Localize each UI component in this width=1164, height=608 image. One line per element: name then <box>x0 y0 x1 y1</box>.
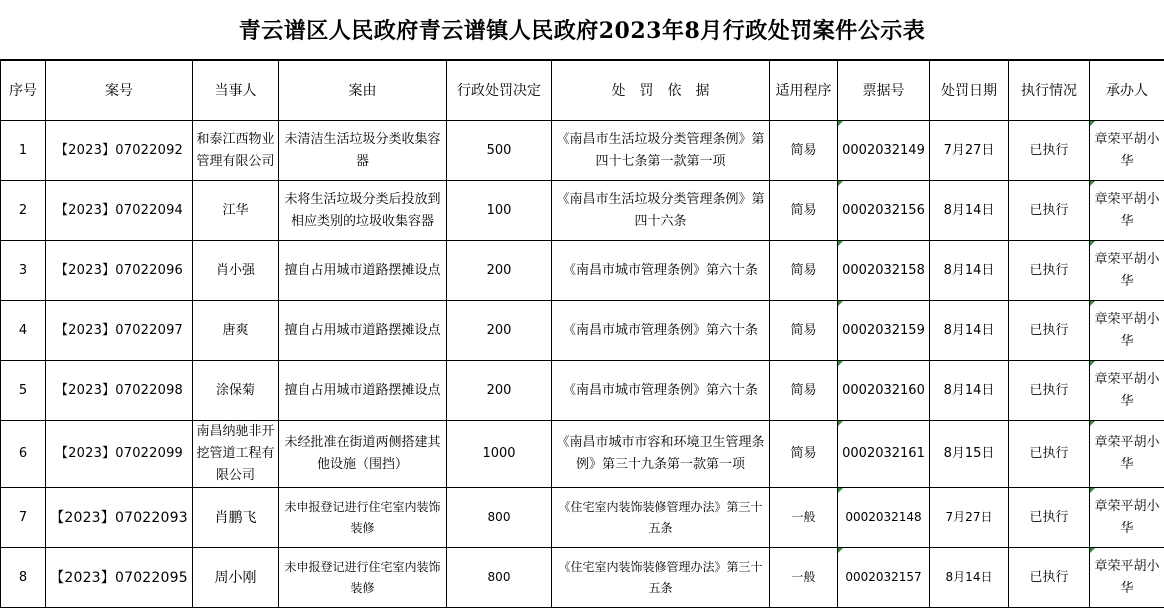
cell-no: 1 <box>1 121 46 181</box>
cell-basis: 《南昌市城市市容和环境卫生管理条例》第三十九条第一款第一项 <box>552 421 770 488</box>
cell-party: 涂保菊 <box>193 361 279 421</box>
header-party: 当事人 <box>193 61 279 121</box>
cell-receipt: 0002032156 <box>838 181 930 241</box>
table-row <box>1 241 1164 301</box>
cell-cause: 未经批准在街道两侧搭建其他设施（围挡） <box>279 421 447 488</box>
cell-date: 8月15日 <box>930 421 1009 488</box>
table-row <box>1 361 1164 421</box>
cell-cause: 擅自占用城市道路摆摊设点 <box>279 301 447 361</box>
cell-date: 8月14日 <box>930 181 1009 241</box>
cell-case: 【2023】07022099 <box>46 421 193 488</box>
header-receipt: 票据号 <box>838 61 930 121</box>
cell-basis: 《南昌市城市管理条例》第六十条 <box>552 301 770 361</box>
cell-handler: 章荣平胡小华 <box>1090 421 1164 488</box>
table-row <box>1 488 1164 548</box>
cell-no: 6 <box>1 421 46 488</box>
cell-procedure: 简易 <box>770 361 838 421</box>
cell-basis: 《南昌市生活垃圾分类管理条例》第四十六条 <box>552 181 770 241</box>
cell-cause: 未将生活垃圾分类后投放到相应类别的垃圾收集容器 <box>279 181 447 241</box>
cell-case: 【2023】07022098 <box>46 361 193 421</box>
cell-penalty: 800 <box>447 548 552 608</box>
header-case: 案号 <box>46 61 193 121</box>
cell-procedure: 简易 <box>770 421 838 488</box>
cell-case: 【2023】07022093 <box>46 488 193 548</box>
cell-procedure: 一般 <box>770 488 838 548</box>
cell-penalty: 200 <box>447 241 552 301</box>
cell-handler: 章荣平胡小华 <box>1090 488 1164 548</box>
page-title: 青云谱区人民政府青云谱镇人民政府2023年8月行政处罚案件公示表 <box>0 0 1164 60</box>
cell-date: 8月14日 <box>930 548 1009 608</box>
cell-date: 7月27日 <box>930 121 1009 181</box>
cell-party: 肖鹏飞 <box>193 488 279 548</box>
cell-no: 5 <box>1 361 46 421</box>
cell-cause: 擅自占用城市道路摆摊设点 <box>279 361 447 421</box>
cell-no: 3 <box>1 241 46 301</box>
cell-date: 7月27日 <box>930 488 1009 548</box>
cell-handler: 章荣平胡小华 <box>1090 241 1164 301</box>
cell-procedure: 简易 <box>770 121 838 181</box>
cell-basis: 《南昌市城市管理条例》第六十条 <box>552 361 770 421</box>
cell-penalty: 100 <box>447 181 552 241</box>
cell-status: 已执行 <box>1009 488 1090 548</box>
table-row <box>1 181 1164 241</box>
cell-no: 7 <box>1 488 46 548</box>
cell-receipt: 0002032148 <box>838 488 930 548</box>
cell-penalty: 800 <box>447 488 552 548</box>
header-basis: 处 罚 依 据 <box>552 61 770 121</box>
cell-party: 周小刚 <box>193 548 279 608</box>
cell-basis: 《南昌市城市管理条例》第六十条 <box>552 241 770 301</box>
cell-party-text: 和泰江西物业管理有限公司 <box>196 129 275 173</box>
cell-basis: 《住宅室内装饰装修管理办法》第三十五条 <box>552 548 770 608</box>
table-row <box>1 548 1164 608</box>
cell-party <box>193 421 279 488</box>
cell-penalty: 1000 <box>447 421 552 488</box>
cell-no: 8 <box>1 548 46 608</box>
cell-receipt: 0002032158 <box>838 241 930 301</box>
cell-handler: 章荣平胡小华 <box>1090 361 1164 421</box>
cell-receipt: 0002032159 <box>838 301 930 361</box>
cell-party <box>193 121 279 181</box>
cell-party: 唐爽 <box>193 301 279 361</box>
cell-no: 4 <box>1 301 46 361</box>
cell-receipt: 0002032161 <box>838 421 930 488</box>
cell-cause: 未申报登记进行住宅室内装饰装修 <box>279 548 447 608</box>
table-row <box>1 121 1164 181</box>
cell-date: 8月14日 <box>930 301 1009 361</box>
penalty-table <box>0 60 1164 608</box>
cell-no: 2 <box>1 181 46 241</box>
header-status: 执行情况 <box>1009 61 1090 121</box>
cell-status: 已执行 <box>1009 181 1090 241</box>
cell-cause: 未清洁生活垃圾分类收集容器 <box>279 121 447 181</box>
cell-status: 已执行 <box>1009 121 1090 181</box>
table-row <box>1 301 1164 361</box>
cell-procedure: 简易 <box>770 301 838 361</box>
cell-case: 【2023】07022097 <box>46 301 193 361</box>
cell-procedure: 一般 <box>770 548 838 608</box>
header-handler: 承办人 <box>1090 61 1164 121</box>
cell-status: 已执行 <box>1009 301 1090 361</box>
header-procedure: 适用程序 <box>770 61 838 121</box>
header-no: 序号 <box>1 61 46 121</box>
cell-basis: 《住宅室内装饰装修管理办法》第三十五条 <box>552 488 770 548</box>
header-row <box>1 61 1164 121</box>
cell-cause: 未申报登记进行住宅室内装饰装修 <box>279 488 447 548</box>
cell-receipt: 0002032160 <box>838 361 930 421</box>
cell-party-text: 南昌纳驰非开挖管道工程有限公司 <box>196 421 275 487</box>
cell-penalty: 200 <box>447 361 552 421</box>
cell-status: 已执行 <box>1009 548 1090 608</box>
cell-procedure: 简易 <box>770 181 838 241</box>
cell-penalty: 500 <box>447 121 552 181</box>
header-date: 处罚日期 <box>930 61 1009 121</box>
cell-receipt: 0002032149 <box>838 121 930 181</box>
cell-handler: 章荣平胡小华 <box>1090 301 1164 361</box>
cell-basis: 《南昌市生活垃圾分类管理条例》第四十七条第一款第一项 <box>552 121 770 181</box>
cell-status: 已执行 <box>1009 241 1090 301</box>
cell-penalty: 200 <box>447 301 552 361</box>
cell-status: 已执行 <box>1009 361 1090 421</box>
cell-handler: 章荣平胡小华 <box>1090 121 1164 181</box>
cell-handler: 章荣平胡小华 <box>1090 548 1164 608</box>
cell-cause: 擅自占用城市道路摆摊设点 <box>279 241 447 301</box>
cell-receipt: 0002032157 <box>838 548 930 608</box>
cell-handler: 章荣平胡小华 <box>1090 181 1164 241</box>
header-cause: 案由 <box>279 61 447 121</box>
cell-party: 江华 <box>193 181 279 241</box>
cell-status: 已执行 <box>1009 421 1090 488</box>
header-penalty: 行政处罚决定 <box>447 61 552 121</box>
table-row <box>1 421 1164 488</box>
cell-date: 8月14日 <box>930 241 1009 301</box>
cell-date: 8月14日 <box>930 361 1009 421</box>
cell-case: 【2023】07022094 <box>46 181 193 241</box>
cell-procedure: 简易 <box>770 241 838 301</box>
cell-case: 【2023】07022096 <box>46 241 193 301</box>
cell-case: 【2023】07022092 <box>46 121 193 181</box>
cell-party: 肖小强 <box>193 241 279 301</box>
cell-case: 【2023】07022095 <box>46 548 193 608</box>
